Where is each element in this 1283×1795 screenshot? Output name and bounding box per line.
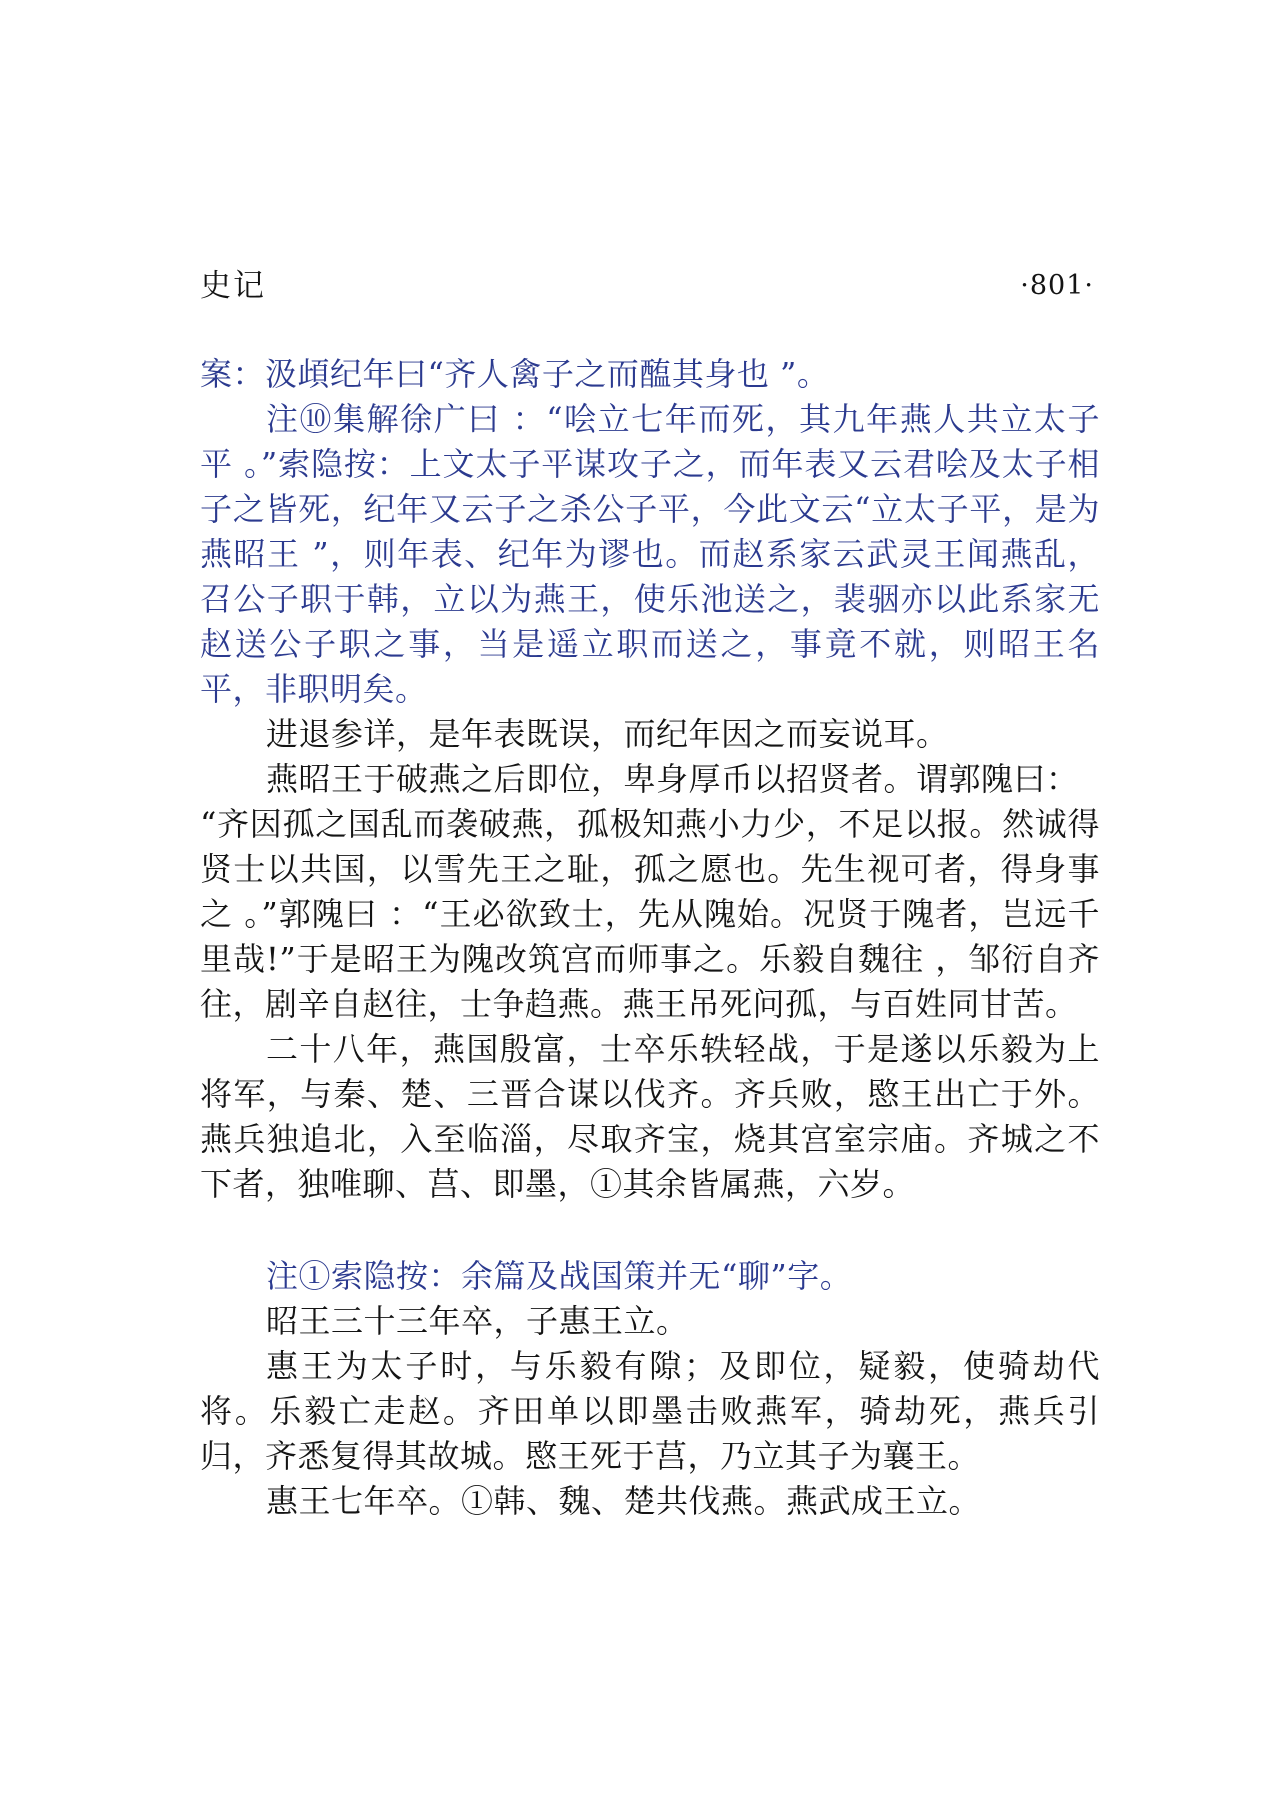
main-text-paragraph: 燕昭王于破燕之后即位，卑身厚币以招贤者。谓郭隗曰： <box>266 760 1079 798</box>
commentary-paragraph: 案：汲頉纪年曰“齐人禽子之而醢其身也 ”。 <box>200 355 830 393</box>
commentary-note-1: 注①索隐按：余篇及战国策并无“聊”字。 <box>266 1257 853 1295</box>
main-text-paragraph: 进退参详，是年表既误，而纪年因之而妄说耳。 <box>266 715 949 753</box>
main-text-paragraph: 昭王三十三年卒，子惠王立。 <box>266 1302 689 1340</box>
main-text-paragraph: 二十八年，燕国殷富，士卒乐轶轻战，于是遂以乐毅为上将军，与秦、楚、三晋合谋以伐齐。齐兵败，愍王出亡于外。燕兵独追北，入至临淄，尽取齐宝，烧其宫室宗庙。齐城之不下者，独唯聊、莒、即墨，①其余皆属燕，六岁。 <box>200 1030 1100 1203</box>
main-text-paragraph: “齐因孤之国乱而袭破燕，孤极知燕小力少，不足以报。然诚得贤士以共国，以雪先王之耻，孤之愿也。先生视可者，得身事之 。”郭隗曰 ：“王必欲致士，先从隗始。况贤于隗者，岂远千里哉!”于是昭王为隗改筑宫而师事之。乐毅自魏往 ，邹衍自齐往，剧辛自赵往，士争趋燕。燕王吊死问孤，与百姓同甘苦。 <box>200 805 1100 1023</box>
page-number: ·801· <box>1020 270 1094 301</box>
main-text-paragraph: 惠王为太子时，与乐毅有隙；及即位，疑毅，使骑劫代将。乐毅亡走赵。齐田单以即墨击败燕军，骑劫死，燕兵引归，齐悉复得其故城。愍王死于莒，乃立其子为襄王。 <box>200 1347 1100 1475</box>
book-title: 史记 <box>200 268 266 304</box>
main-text-paragraph: 惠王七年卒。①韩、魏、楚共伐燕。燕武成王立。 <box>266 1482 982 1520</box>
running-header <box>200 266 1094 306</box>
commentary-note-10: 注⑩集解徐广曰 ：“哙立七年而死，其九年燕人共立太子平 。”索隐按：上文太子平谋攻子之，而年表又云君哙及太子相子之皆死，纪年又云子之杀公子平，今此文云“立太子平，是为燕昭王 ”，则年表、纪年为谬也。而赵系家云武灵王闻燕乱，召公子职于韩，立以为燕王，使乐池送之，裴骃亦以此系家无赵送公子职之事，当是遥立职而送之，事竟不就，则昭王名平，非职明矣。 <box>200 400 1100 708</box>
body-text <box>200 352 1100 1524</box>
